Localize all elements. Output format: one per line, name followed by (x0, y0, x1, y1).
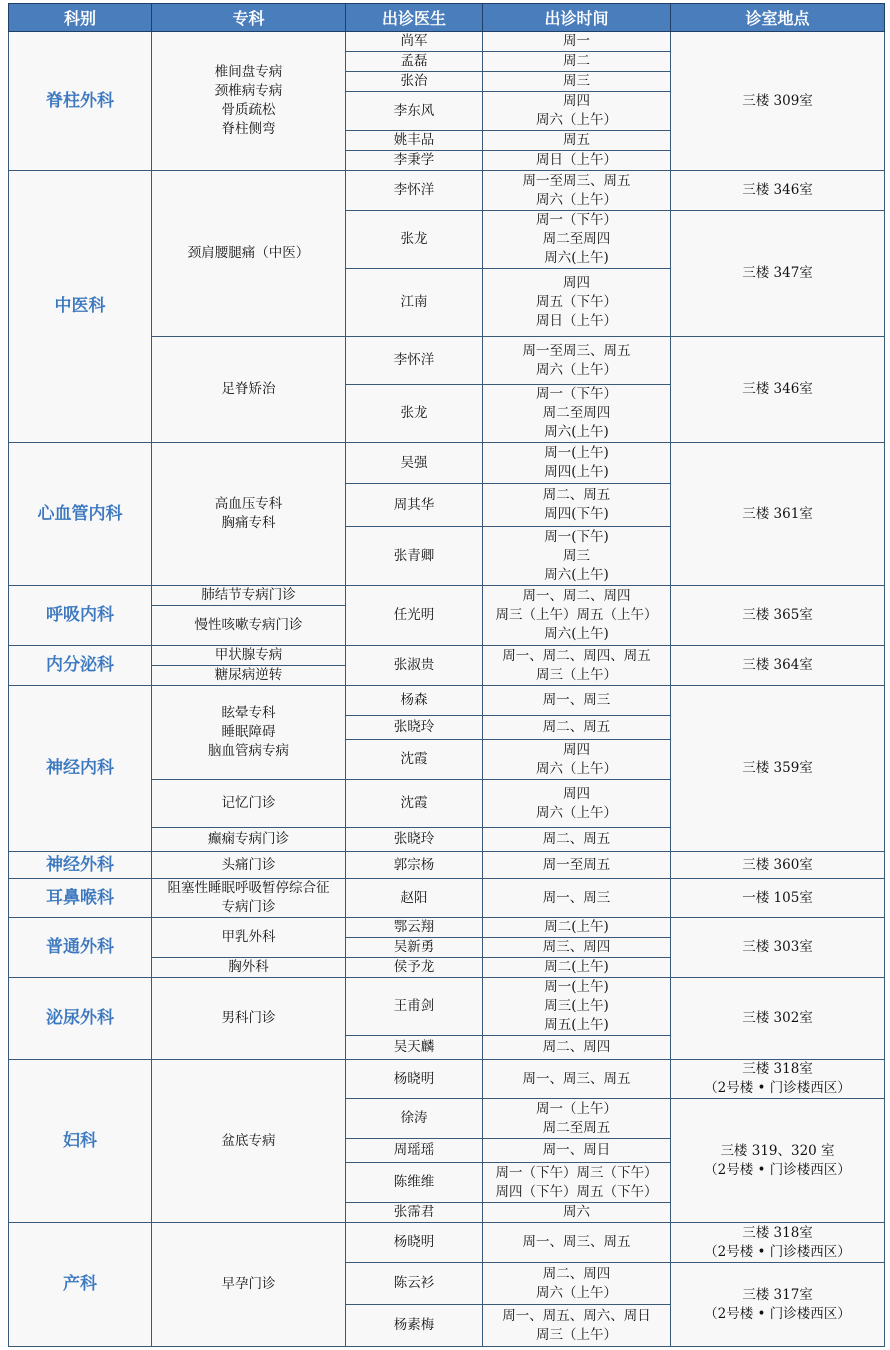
table-cell: 周一、周三、周五 (483, 1223, 671, 1263)
table-cell: 周三 (483, 72, 671, 92)
table-cell: 周一(下午) 周三 周六(上午) (483, 527, 671, 586)
table-cell: 徐涛 (346, 1099, 483, 1139)
table-cell: 周一（下午） 周二至周四 周六(上午) (483, 385, 671, 443)
table-cell: 江南 (346, 269, 483, 337)
header-department: 科别 (9, 4, 152, 32)
table-cell: 甲状腺专病 (152, 646, 346, 666)
table-cell: 高血压专科 胸痛专科 (152, 443, 346, 586)
table-cell: 周二、周五 周四(下午) (483, 484, 671, 527)
table-cell: 周一、周五、周六、周日 周三（上午） (483, 1305, 671, 1347)
table-cell: 周一至周三、周五 周六（上午） (483, 337, 671, 385)
table-row (9, 1060, 885, 1099)
table-cell: 周一至周三、周五 周六（上午） (483, 171, 671, 211)
table-cell: 王甫剑 (346, 978, 483, 1036)
table-row (9, 443, 885, 484)
header-doctor: 出诊医生 (346, 4, 483, 32)
table-cell: 阻塞性睡眠呼吸暂停综合征 专病门诊 (152, 879, 346, 918)
department-cell: 神经外科 (9, 852, 152, 879)
table-cell: 周二(上午) (483, 958, 671, 978)
table-cell: 李怀洋 (346, 337, 483, 385)
table-cell: 侯予龙 (346, 958, 483, 978)
table-cell: 周一至周五 (483, 852, 671, 879)
table-row (9, 918, 885, 938)
table-row (9, 1223, 885, 1263)
table-cell: 沈霞 (346, 740, 483, 780)
header-time: 出诊时间 (483, 4, 671, 32)
table-cell: 周日（上午） (483, 151, 671, 171)
table-cell: 男科门诊 (152, 978, 346, 1060)
table-cell: 周四 周六（上午） (483, 780, 671, 828)
room-cell: 三楼 346室 (671, 337, 885, 443)
table-cell: 周一(上午) 周四(上午) (483, 443, 671, 484)
header-room: 诊室地点 (671, 4, 885, 32)
table-cell: 周二、周五 (483, 828, 671, 852)
department-cell: 产科 (9, 1223, 152, 1347)
table-cell: 张治 (346, 72, 483, 92)
room-cell: 三楼 302室 (671, 978, 885, 1060)
department-cell: 普通外科 (9, 918, 152, 978)
table-row (9, 646, 885, 666)
table-cell: 鄂云翔 (346, 918, 483, 938)
table-cell: 周五 (483, 131, 671, 151)
room-cell: 三楼 359室 (671, 686, 885, 852)
table-cell: 任光明 (346, 586, 483, 646)
table-cell: 慢性咳嗽专病门诊 (152, 606, 346, 646)
table-cell: 周一、周日 (483, 1139, 671, 1163)
table-row (9, 32, 885, 52)
table-cell: 张龙 (346, 211, 483, 269)
table-cell: 椎间盘专病 颈椎病专病 骨质疏松 脊柱侧弯 (152, 32, 346, 171)
header-specialty: 专科 (152, 4, 346, 32)
table-row (9, 852, 885, 879)
table-cell: 吴天麟 (346, 1036, 483, 1060)
table-cell: 周三、周四 (483, 938, 671, 958)
room-cell: 三楼 360室 (671, 852, 885, 879)
table-cell: 周瑶瑶 (346, 1139, 483, 1163)
table-cell: 杨森 (346, 686, 483, 716)
table-cell: 糖尿病逆转 (152, 666, 346, 686)
table-cell: 周二 (483, 52, 671, 72)
table-cell: 杨晓明 (346, 1060, 483, 1099)
table-cell: 周二(上午) (483, 918, 671, 938)
table-cell: 胸外科 (152, 958, 346, 978)
table-cell: 周一（下午） 周二至周四 周六(上午) (483, 211, 671, 269)
table-cell: 吴强 (346, 443, 483, 484)
table-row (9, 586, 885, 606)
table-cell: 孟磊 (346, 52, 483, 72)
department-cell: 妇科 (9, 1060, 152, 1223)
department-cell: 中医科 (9, 171, 152, 443)
table-cell: 周四 周五（下午） 周日（上午） (483, 269, 671, 337)
table-cell: 头痛门诊 (152, 852, 346, 879)
table-cell: 李东风 (346, 92, 483, 131)
table-cell: 张淑贵 (346, 646, 483, 686)
table-cell: 周二、周五 (483, 716, 671, 740)
table-cell: 吴新勇 (346, 938, 483, 958)
table-cell: 记忆门诊 (152, 780, 346, 828)
table-cell: 眩晕专科 睡眠障碍 脑血管病专病 (152, 686, 346, 780)
table-cell: 周一 (483, 32, 671, 52)
table-row (9, 879, 885, 918)
table-cell: 张晓玲 (346, 828, 483, 852)
department-cell: 呼吸内科 (9, 586, 152, 646)
room-cell: 三楼 361室 (671, 443, 885, 586)
table-cell: 周一（上午） 周二至周五 (483, 1099, 671, 1139)
table-cell: 沈霞 (346, 780, 483, 828)
table-cell: 郭宗杨 (346, 852, 483, 879)
table-cell: 周一、周三 (483, 686, 671, 716)
table-cell: 周四 周六（上午） (483, 92, 671, 131)
table-cell: 周一、周三、周五 (483, 1060, 671, 1099)
table-cell: 尚军 (346, 32, 483, 52)
room-cell: 三楼 303室 (671, 918, 885, 978)
room-cell: 三楼 317室 （2号楼 • 门诊楼西区） (671, 1263, 885, 1347)
table-cell: 周一、周三 (483, 879, 671, 918)
department-cell: 内分泌科 (9, 646, 152, 686)
schedule-body (9, 32, 885, 1347)
department-cell: 泌尿外科 (9, 978, 152, 1060)
table-cell: 陈云衫 (346, 1263, 483, 1305)
table-cell: 颈肩腰腿痛（中医） (152, 171, 346, 337)
table-cell: 张晓玲 (346, 716, 483, 740)
room-cell: 三楼 319、320 室 （2号楼 • 门诊楼西区） (671, 1099, 885, 1223)
table-cell: 杨素梅 (346, 1305, 483, 1347)
table-cell: 周二、周四 周六（上午） (483, 1263, 671, 1305)
room-cell: 三楼 346室 (671, 171, 885, 211)
room-cell: 一楼 105室 (671, 879, 885, 918)
table-cell: 张青卿 (346, 527, 483, 586)
room-cell: 三楼 347室 (671, 211, 885, 337)
room-cell: 三楼 318室 （2号楼 • 门诊楼西区） (671, 1223, 885, 1263)
room-cell: 三楼 365室 (671, 586, 885, 646)
table-cell: 周六 (483, 1203, 671, 1223)
department-cell: 心血管内科 (9, 443, 152, 586)
clinic-schedule-table (8, 3, 885, 1347)
table-cell: 盆底专病 (152, 1060, 346, 1223)
table-cell: 周一(上午) 周三(上午) 周五(上午) (483, 978, 671, 1036)
table-cell: 杨晓明 (346, 1223, 483, 1263)
department-cell: 神经内科 (9, 686, 152, 852)
room-cell: 三楼 318室 （2号楼 • 门诊楼西区） (671, 1060, 885, 1099)
header-row (9, 4, 885, 32)
table-cell: 周一、周二、周四、周五 周三（上午） (483, 646, 671, 686)
table-cell: 周二、周四 (483, 1036, 671, 1060)
table-cell: 早孕门诊 (152, 1223, 346, 1347)
table-cell: 张霈君 (346, 1203, 483, 1223)
table-cell: 张龙 (346, 385, 483, 443)
room-cell: 三楼 309室 (671, 32, 885, 171)
table-cell: 周一、周二、周四 周三（上午）周五（上午） 周六(上午) (483, 586, 671, 646)
schedule-container (8, 3, 884, 1347)
table-cell: 癫痫专病门诊 (152, 828, 346, 852)
table-cell: 肺结节专病门诊 (152, 586, 346, 606)
table-row (9, 171, 885, 211)
table-cell: 李怀洋 (346, 171, 483, 211)
table-cell: 周四 周六（上午） (483, 740, 671, 780)
table-cell: 周一（下午）周三（下午） 周四（下午）周五（下午） (483, 1163, 671, 1203)
department-cell: 耳鼻喉科 (9, 879, 152, 918)
department-cell: 脊柱外科 (9, 32, 152, 171)
table-cell: 姚丰品 (346, 131, 483, 151)
table-row (9, 686, 885, 716)
table-cell: 周其华 (346, 484, 483, 527)
table-cell: 足脊矫治 (152, 337, 346, 443)
table-cell: 甲乳外科 (152, 918, 346, 958)
table-cell: 李秉学 (346, 151, 483, 171)
table-cell: 赵阳 (346, 879, 483, 918)
room-cell: 三楼 364室 (671, 646, 885, 686)
table-row (9, 978, 885, 1036)
table-cell: 陈维维 (346, 1163, 483, 1203)
